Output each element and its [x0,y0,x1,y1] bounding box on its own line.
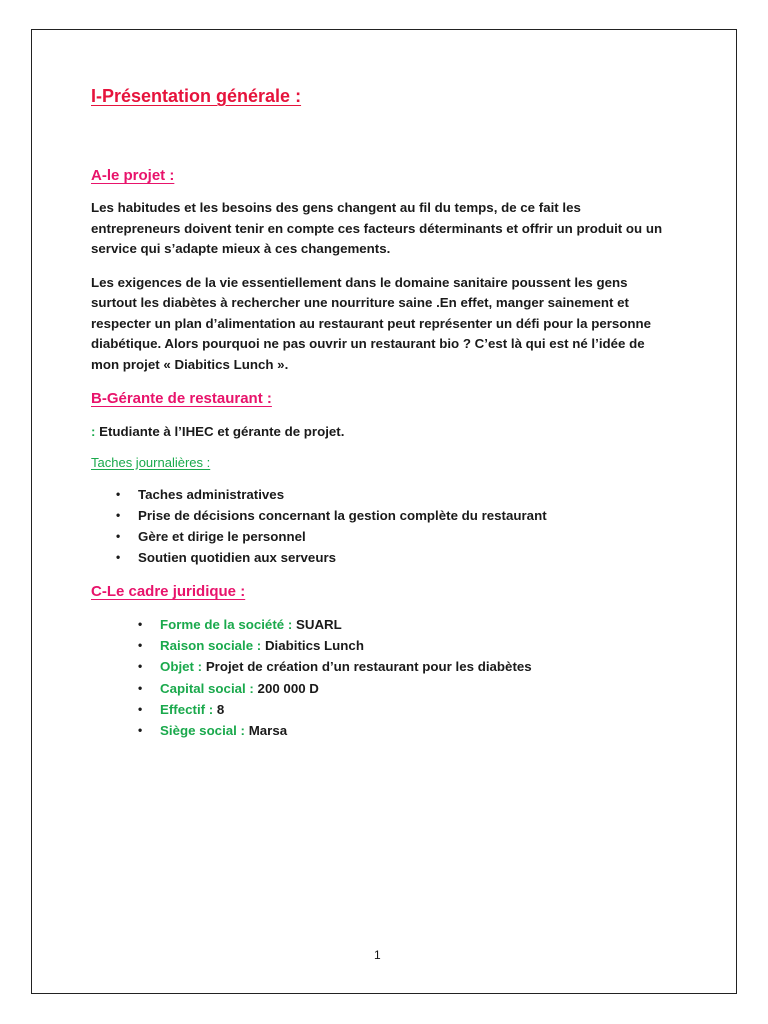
bullet-icon: • [116,486,121,501]
gerante-description-text: Etudiante à l’IHEC et gérante de projet. [95,424,345,439]
document-content [91,86,671,741]
bullet-icon: • [138,680,143,695]
list-item: • Taches administratives [138,484,671,505]
bullet-icon: • [116,507,121,522]
page-number: 1 [374,948,381,962]
list-item: • Capital social : 200 000 D [160,678,671,699]
list-item: • Prise de décisions concernant la gestion complète du restaurant [138,505,671,526]
bullet-icon: • [138,723,143,738]
list-item: • Raison sociale : Diabitics Lunch [160,635,671,656]
list-item: • Soutien quotidien aux serveurs [138,547,671,568]
section-title-gerante: B-Gérante de restaurant : [91,390,272,407]
list-item: • Objet : Projet de création d’un restaurant pour les diabètes [160,656,671,677]
list-item: • Gère et dirige le personnel [138,526,671,547]
main-title: I-Présentation générale : [91,86,302,106]
colon-marker: : [91,424,96,439]
projet-paragraph-1: Les habitudes et les besoins des gens changent au fil du temps, de ce fait les entrepreneurs doivent tenir en compte ces facteurs déterminants et offrir un produit ou un service qui s’adapte mieux à ces changements. [91,200,663,256]
bullet-icon: • [138,637,143,652]
list-item: • Effectif : 8 [160,699,671,720]
projet-paragraph-2: Les exigences de la vie essentiellement dans le domaine sanitaire poussent les gens surtout les diabètes à rechercher une nourriture saine .En effet, manger sainement et respecter un plan d’alimentation au restaurant peut représenter un défi pour la personne diabétique. Alors pourquoi ne pas ouvrir un restaurant bio ? C’est là qui est né l’idée de mon projet « Diabitics Lunch ». [91,274,652,372]
tasks-title: Taches journalières : [91,454,211,470]
bullet-icon: • [138,616,143,631]
legal-list [138,614,671,742]
section-title-projet: A-le projet : [91,167,175,184]
bullet-icon: • [116,529,121,544]
list-item: • Forme de la société : SUARL [160,614,671,635]
gerante-description [91,422,671,443]
section-title-cadre: C-Le cadre juridique : [91,582,246,600]
bullet-icon: • [116,550,121,565]
tasks-list [116,484,671,569]
bullet-icon: • [138,659,143,674]
list-item: • Siège social : Marsa [160,720,671,741]
bullet-icon: • [138,701,143,716]
